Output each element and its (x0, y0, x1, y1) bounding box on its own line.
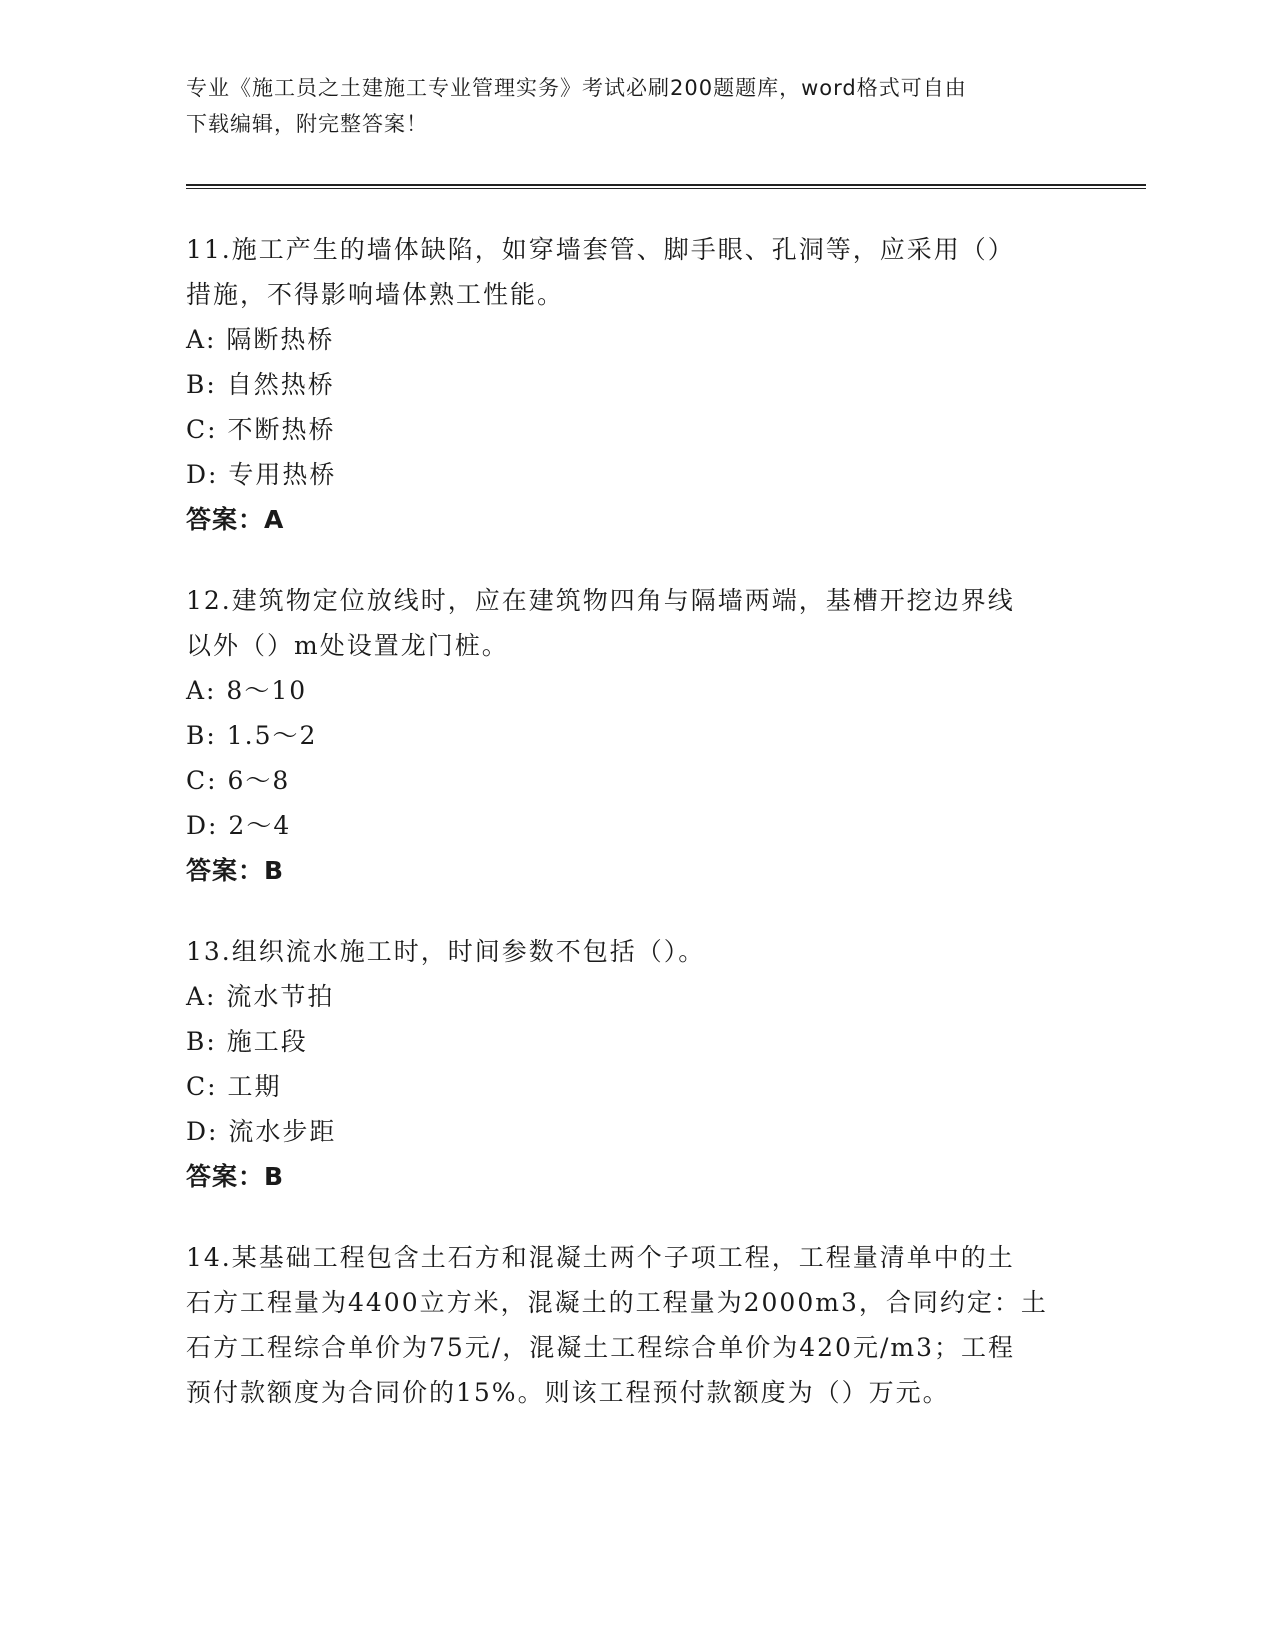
answer: 答案：A (186, 505, 285, 534)
header-line-1: 专业《施工员之土建施工专业管理实务》考试必刷200题题库，word格式可自由 (186, 76, 967, 100)
option-c: C: 不断热桥 (186, 415, 336, 444)
option-b: B: 自然热桥 (186, 370, 335, 399)
question-13 (186, 929, 1146, 1199)
document-page (186, 70, 1146, 1451)
option-c: C: 6～8 (186, 766, 291, 795)
question-text (186, 1235, 1066, 1415)
option-a: A: 8～10 (186, 676, 308, 705)
question-text-line: 以外（）m处设置龙门桩。 (186, 631, 509, 660)
question-text-line: 11.施工产生的墙体缺陷，如穿墙套管、脚手眼、孔洞等，应采用（） (186, 235, 1015, 264)
question-12 (186, 578, 1146, 893)
answer: 答案：B (186, 856, 285, 885)
option-d: D: 2～4 (186, 811, 292, 840)
question-text-line: 石方工程量为4400立方米，混凝土的工程量为2000m3，合同约定：土 (186, 1288, 1048, 1317)
option-b: B: 施工段 (186, 1027, 308, 1056)
question-text (186, 929, 1066, 974)
document-header (186, 70, 1066, 142)
question-text-line: 13.组织流水施工时，时间参数不包括（）。 (186, 937, 706, 966)
question-text-line: 措施，不得影响墙体熟工性能。 (186, 280, 565, 309)
header-divider (186, 184, 1146, 189)
option-d: D: 流水步距 (186, 1117, 337, 1146)
option-b: B: 1.5～2 (186, 721, 318, 750)
question-text-line: 14.某基础工程包含土石方和混凝土两个子项工程，工程量清单中的土 (186, 1243, 1015, 1272)
question-text (186, 578, 1066, 668)
option-c: C: 工期 (186, 1072, 282, 1101)
option-a: A: 隔断热桥 (186, 325, 335, 354)
question-list (186, 227, 1146, 1415)
header-line-2: 下载编辑，附完整答案！ (186, 112, 428, 136)
option-a: A: 流水节拍 (186, 982, 335, 1011)
question-text (186, 227, 1066, 317)
question-text-line: 预付款额度为合同价的15%。则该工程预付款额度为（）万元。 (186, 1378, 950, 1407)
answer: 答案：B (186, 1162, 285, 1191)
question-text-line: 12.建筑物定位放线时，应在建筑物四角与隔墙两端，基槽开挖边界线 (186, 586, 1015, 615)
question-text-line: 石方工程综合单价为75元/，混凝土工程综合单价为420元/m3；工程 (186, 1333, 1015, 1362)
question-11 (186, 227, 1146, 542)
option-d: D: 专用热桥 (186, 460, 337, 489)
question-14 (186, 1235, 1146, 1415)
